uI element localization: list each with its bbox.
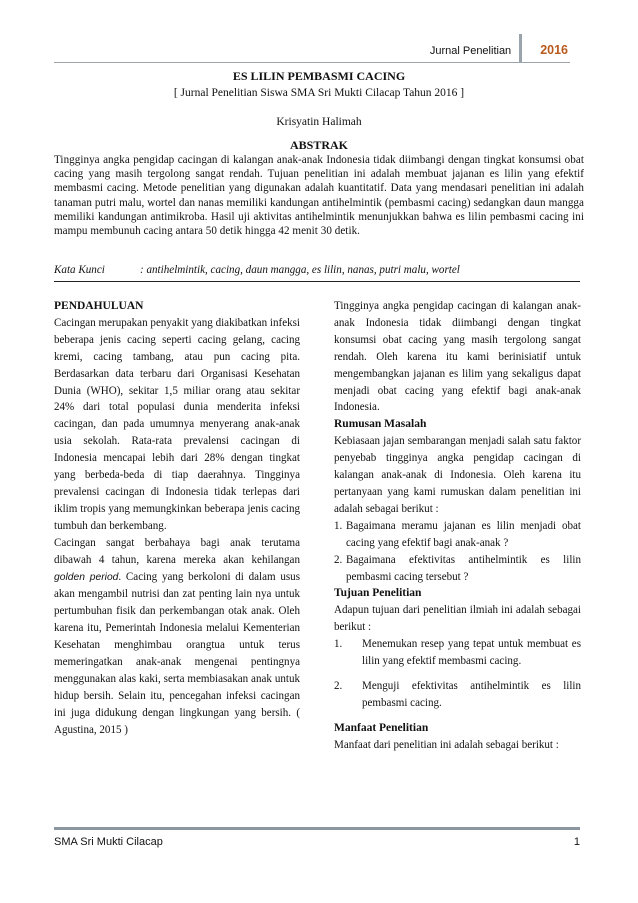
page-footer (54, 836, 580, 848)
list-item (334, 678, 581, 712)
list-item (334, 636, 581, 670)
tujuan-list (334, 636, 581, 712)
list-number: 1. (334, 519, 343, 532)
tujuan-paragraph: Adapun tujuan dari penelitian ilmiah ini adalah sebagai berikut : (334, 604, 581, 634)
list-text: Bagaimana meramu jajanan es lilin menjadi obat cacing yang efektif bagi anak-anak ? (346, 519, 581, 549)
running-header (430, 38, 568, 62)
manfaat-paragraph: Manfaat dari penelitian ini adalah sebagai berikut : (334, 738, 559, 751)
section-heading-tujuan: Tujuan Penelitian (334, 587, 422, 600)
list-item (334, 518, 581, 552)
footer-school: SMA Sri Mukti Cilacap (54, 836, 163, 848)
list-item (334, 552, 581, 586)
keywords-label: Kata Kunci (54, 264, 105, 276)
journal-year: 2016 (540, 43, 568, 57)
abstract-text: Tingginya angka pengidap cacingan di kalangan anak-anak Indonesia tidak diimbangi dengan tingkat konsumsi obat cacing yang masih tergolong sangat rendah. Tujuan penelitian ini adalah membuat jajanan es lilin yang efektif membasmi cacing. Metode penelitian yang digunakan adalah kuantitatif. Data yang mendasari penelitian ini adalah tanaman putri malu, wortel dan nanas memiliki kandungan antihelmintik (pembasmi cacing) sedangkan daun mangga memiliki kandungan antimikroba. Hasil uji aktivitas antihelmintik menunjukkan bahwa es lilin pembasmi cacing ini mampu membunuh cacing antara 50 detik hingga 42 menit 30 detik. (54, 154, 584, 238)
rumusan-paragraph: Kebiasaan jajan sembarangan menjadi salah satu faktor penyebab tingginya angka pengidap cacingan di kalangan anak-anak di Indonesia. Oleh karena itu pertanyaan yang kami rumuskan dalam penelitian ini adalah sebagai berikut : (334, 435, 581, 515)
abstract-heading: ABSTRAK (289, 138, 348, 152)
intro-p2-start: Cacingan sangat berbahaya bagi anak terutama dibawah 4 tahun, karena mereka akan kehilangan (54, 536, 300, 566)
abstract-rule (54, 281, 580, 282)
page-number: 1 (573, 836, 580, 848)
keywords-list: : antihelmintik, cacing, daun mangga, es lilin, nanas, putri malu, wortel (140, 264, 460, 276)
list-number: 2. (334, 553, 343, 566)
list-text: Menguji efektivitas antihelmintik es lilin pembasmi cacing. (362, 679, 581, 709)
list-text: Menemukan resep yang tepat untuk membuat es lilin yang efektif membasmi cacing. (362, 638, 581, 668)
intro-p2-end: . Cacing yang berkoloni di dalam usus akan mengambil nutrisi dan zat penting lain nya untuk pertumbuhan fisik dan perkembangan otak anak. Oleh karena itu, Pemerintah Indonesia melalui Kementerian Kesehatan menghimbau orangtua untuk terus memeringatkan anak-anak mengenai pentingnya menggunakan alas kaki, serta membiasakan anak untuk hidup bersih. Selain itu, pencegahan infeksi cacingan ini juga didukung dengan lingkungan yang bersih. ( Agustina, 2015 ) (54, 570, 301, 736)
left-column (54, 298, 300, 739)
header-rule (54, 62, 570, 63)
intro-paragraph-2 (54, 535, 300, 739)
paper-subtitle: [ Jurnal Penelitian Siswa SMA Sri Mukti Cilacap Tahun 2016 ] (173, 87, 465, 99)
intro-p2-italic: golden period (54, 571, 119, 583)
author-name: Krisyatin Halimah (276, 116, 362, 128)
intro-paragraph-1: Cacingan merupakan penyakit yang diakibatkan infeksi beberapa jenis cacing seperti cacing gelang, cacing kremi, cacing tambang, atau pun cacing pita. Berdasarkan data terbaru dari Organisasi Kesehatan Dunia (WHO), sekitar 1,5 miliar orang atau sekitar 24% dari total populasi dunia menderita infeksi cacingan, dan pada umumnya menyerang anak-anak usia sekolah. Rata-rata prevalensi cacingan di Indonesia mencapai lebih dari 28% dengan tingkat yang berbeda-beda di tiap daerahnya. Tingginya prevalensi cacingan di Indonesia tidak terlepas dari iklim tropis yang memungkinkan beberapa jenis cacing tumbuh dan berkembang. (54, 316, 300, 532)
intro-paragraph-3: Tingginya angka pengidap cacingan di kalangan anak-anak Indonesia tidak diimbangi dengan tingkat konsumsi obat cacing yang masih tergolong sangat rendah. Oleh karena itu kami berinisiatif untuk mengembangkan jajanan es lilim yang sekaligus dapat menjadi obat cacing yang efektif bagi anak-anak Indonesia. (334, 300, 581, 414)
list-text: Bagaimana efektivitas antihelmintik es lilin pembasmi cacing tersebut ? (346, 553, 581, 583)
keywords (54, 264, 584, 276)
section-heading-rumusan: Rumusan Masalah (334, 418, 427, 431)
rumusan-list (334, 518, 581, 586)
paper-title: ES LILIN PEMBASMI CACING (232, 69, 406, 83)
list-number: 1. (334, 638, 343, 651)
journal-name: Jurnal Penelitian (429, 45, 512, 57)
list-number: 2. (334, 679, 343, 692)
section-heading-manfaat: Manfaat Penelitian (334, 721, 429, 734)
section-heading-pendahuluan: PENDAHULUAN (54, 300, 144, 312)
footer-rule (54, 827, 580, 830)
right-column (334, 298, 581, 754)
